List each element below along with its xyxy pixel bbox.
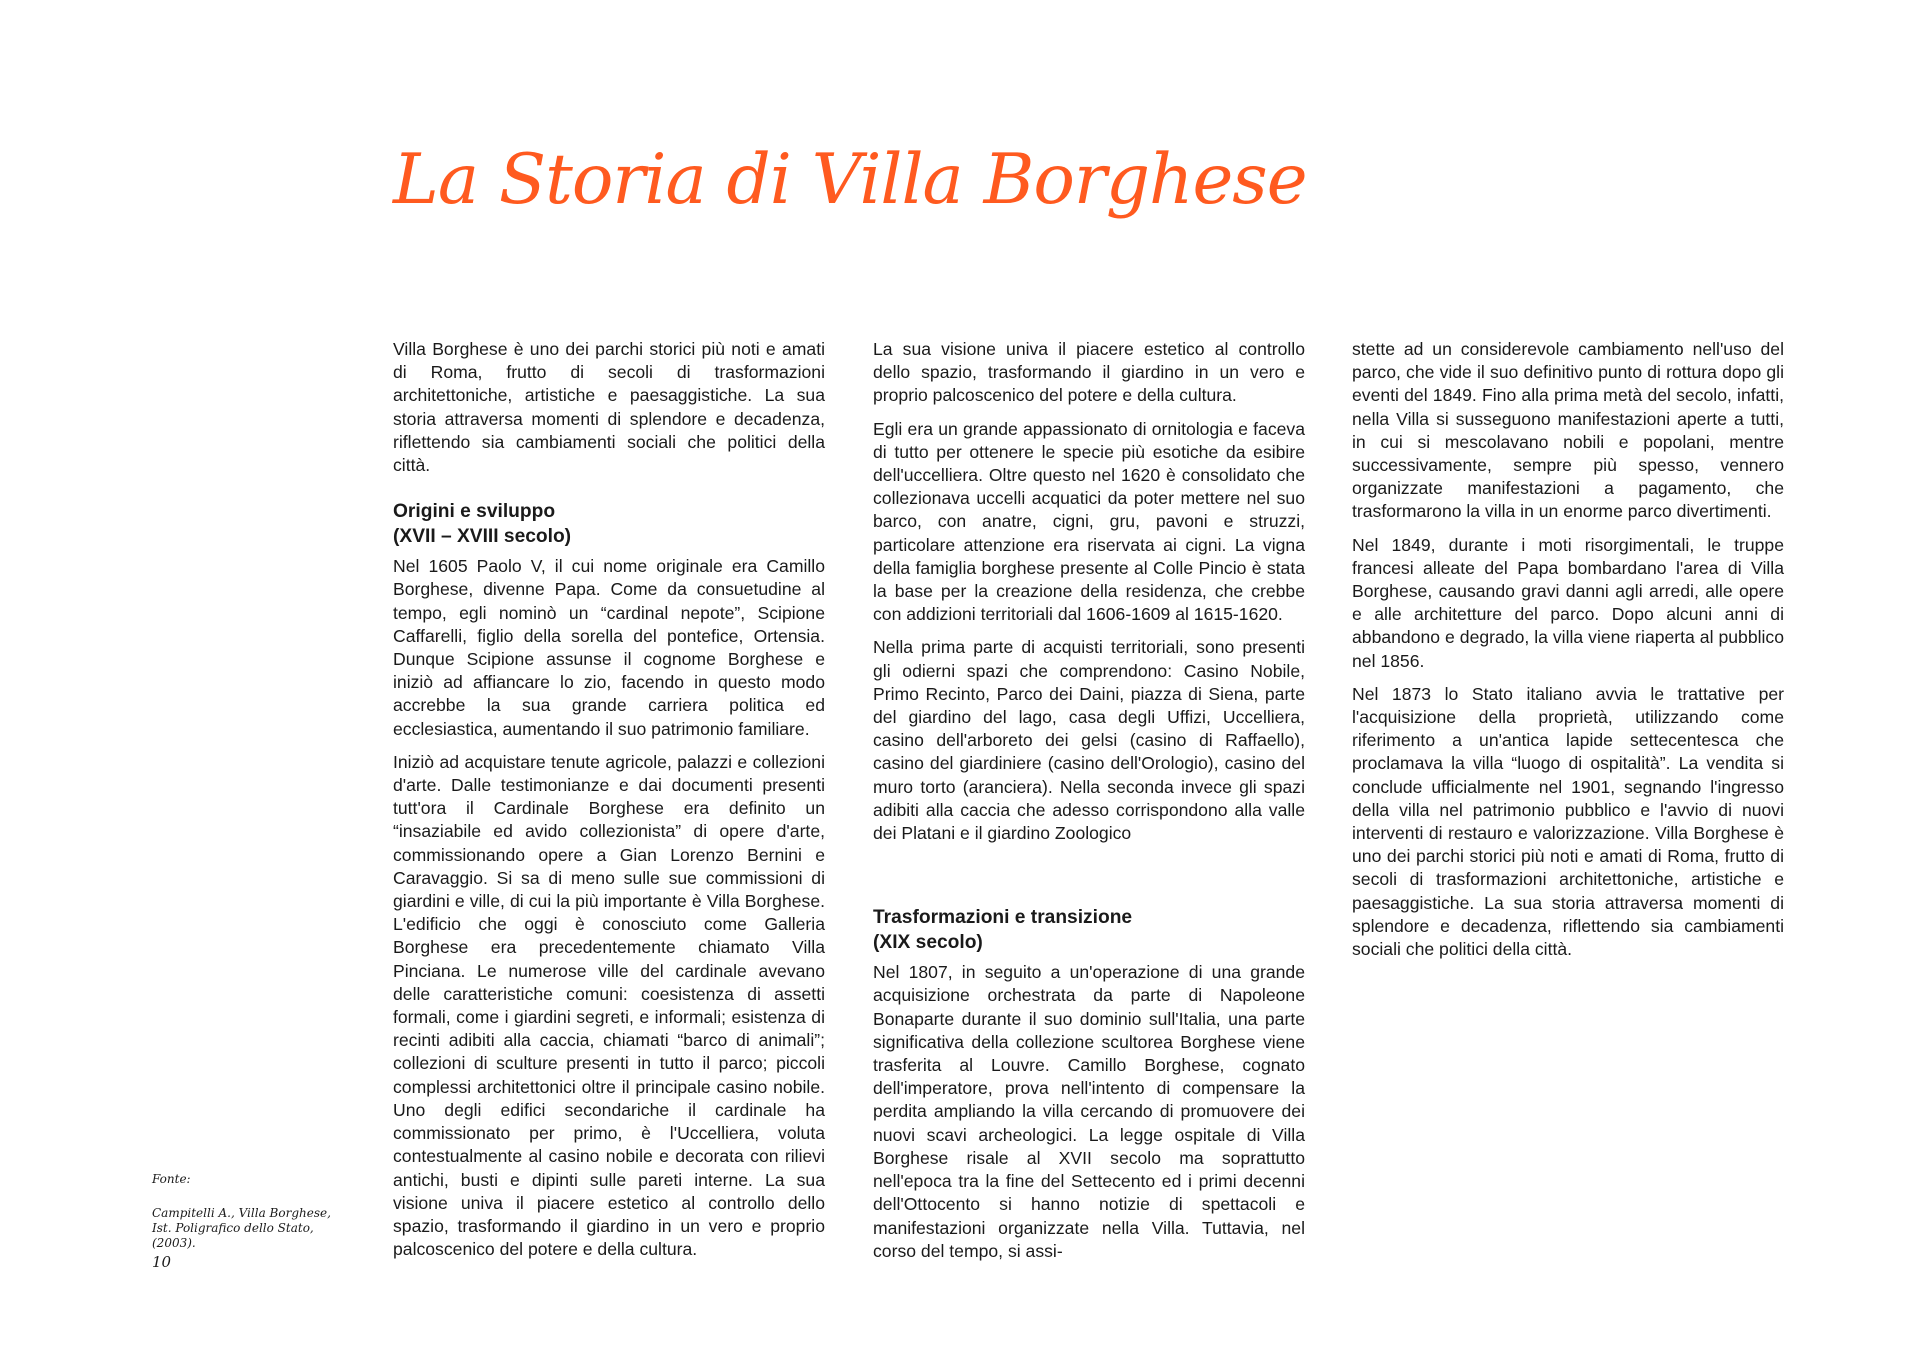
body-paragraph: stette ad un considerevole cambiamento nell'uso del parco, che vide il suo definitivo punto di rottura dopo gli eventi del 1849. Fino alla prima metà del secolo, infatti, nella Villa si susseguono manifestazioni aperte a tutti, in cui si mescolavano nobili e popolani, mentre successivamente, sempre più spesso, vennero organizzate manifestazioni a pagamento, che trasformarono la villa in un enorme parco divertimenti.	[1352, 339, 1784, 522]
body-paragraph: La sua visione univa il piacere estetico al controllo dello spazio, trasformando il giardino in un vero e proprio palcoscenico del potere e della cultura.	[873, 339, 1305, 406]
body-paragraph: Nella prima parte di acquisti territoriali, sono presenti gli odierni spazi che comprendono: Casino Nobile, Primo Recinto, Parco dei Daini, piazza di Siena, parte del giardino del lago, casa degli Uffizi, Uccelliera, casino dell'arboreto dei gelsi (casino di Raffaello), casino del giardiniere (casino dell'Orologio), casino del muro torto (aranciera). Nella seconda invece gli spazi adibiti alla caccia che adesso corrispondono alla valle dei Platani e il giardino Zoologico	[873, 637, 1305, 844]
source-citation: Campitelli A., Villa Borghese, Ist. Poligrafico dello Stato, (2003).	[152, 1206, 331, 1250]
column-right	[1352, 338, 1784, 971]
page-title: La Storia di Villa Borghese	[393, 140, 1307, 220]
section-heading-trasformazioni	[873, 905, 1305, 955]
body-paragraph: Nel 1807, in seguito a un'operazione di una grande acquisizione orchestrata da parte di Napoleone Bonaparte durante il suo dominio sull'Italia, una parte significativa della collezione scultorea Borghese viene trasferita al Louvre. Camillo Borghese, cognato dell'imperatore, prova nell'intento di compensare la perdita ampliando la villa cercando di promuovere dei nuovi scavi archeologici. La legge ospitale di Villa Borghese risale al XVII secolo ma soprattutto nell'epoca tra la fine del Settecento ed i primi decenni dell'Ottocento si hanno notizie di spettacoli e manifestazioni organizzate nella Villa. Tuttavia, nel corso del tempo, si assi-	[873, 962, 1305, 1261]
section-heading-line: Trasformazioni e transizione	[873, 907, 1133, 929]
body-paragraph: Iniziò ad acquistare tenute agricole, palazzi e collezioni d'arte. Dalle testimonianze e dai documenti presenti tutt'ora il Cardinale Borghese era definito un “insaziabile ed avido collezionista” di opere d'arte, commissionando opere a Gian Lorenzo Bernini e Caravaggio. Si sa di meno sulle sue commissioni di giardini e ville, di cui la più importante è Villa Borghese. L'edificio che oggi è conosciuto come Galleria Borghese era precedentemente chiamato Villa Pinciana. Le numerose ville del cardinale avevano delle caratteristiche comuni: coesistenza di assetti formali, come i giardini segreti, e informali; esistenza di recinti adibiti alla caccia, chiamati “barco di animali”; collezioni di sculture presenti in tutto il parco; piccoli complessi architettonici oltre il principale casino nobile. Uno degli edifici secondariche il cardinale ha commissionato per primo, è l'Uccelliera, voluta contestualmente al casino nobile e decorata con rilievi antichi, busti e dipinti sulle pareti interne. La sua visione univa il piacere estetico al controllo dello spazio, trasformando il giardino in un vero e proprio palcoscenico del potere e della cultura.	[393, 751, 825, 1260]
body-paragraph: Egli era un grande appassionato di ornitologia e faceva di tutto per ottenere le specie più esotiche da esibire dell'uccelliera. Oltre questo nel 1620 è consolidato che collezionava uccelli acquatici da poter mettere nel suo barco, con anatre, cigni, gru, pavoni e struzzi, particolare attenzione era riservata ai cigni. La vigna della famiglia borghese presente al Colle Pincio è stata la base per la creazione della residenza, che crebbe con addizioni territoriali dal 1606-1609 al 1615-1620.	[873, 418, 1305, 625]
column-middle	[873, 338, 1305, 1273]
section-heading-origini	[393, 499, 825, 549]
source-label: Fonte:	[152, 1172, 191, 1186]
page-number: 10	[152, 1253, 172, 1271]
column-left	[393, 338, 825, 1271]
body-paragraph: Nel 1605 Paolo V, il cui nome originale era Camillo Borghese, divenne Papa. Come da consuetudine al tempo, egli nominò un “cardinal nepote”, Scipione Caffarelli, figlio della sorella del pontefice, Ortensia. Dunque Scipione assunse il cognome Borghese e iniziò ad affiancare lo zio, facendo in questo modo accrebbe la sua grande carriera politica ed ecclesiastica, aumentando il suo patrimonio familiare.	[393, 556, 825, 739]
section-heading-period: (XVII – XVIII secolo)	[393, 526, 572, 548]
section-heading-period: (XIX secolo)	[873, 932, 983, 954]
body-paragraph: Nel 1873 lo Stato italiano avvia le trattative per l'acquisizione della proprietà, utilizzando come riferimento a un'antica lapide settecentesca che proclamava la villa “luogo di ospitalità”. La vendita si conclude ufficialmente nel 1901, segnando l'ingresso della villa nel patrimonio pubblico e l'avvio di nuovi interventi di restauro e valorizzazione. Villa Borghese è uno dei parchi storici più noti e amati di Roma, frutto di secoli di trasformazioni architettoniche, artistiche e paesaggistiche. La sua storia attraversa momenti di splendore e decadenza, riflettendo sia cambiamenti sociali che politici della città.	[1352, 683, 1784, 960]
intro-paragraph: Villa Borghese è uno dei parchi storici più noti e amati di Roma, frutto di secoli di trasformazioni architettoniche, artistiche e paesaggistiche. La sua storia attraversa momenti di splendore e decadenza, riflettendo sia cambiamenti sociali che politici della città.	[393, 339, 825, 476]
body-paragraph: Nel 1849, durante i moti risorgimentali, le truppe francesi alleate del Papa bombardano l'area di Villa Borghese, causando gravi danni agli arredi, alle opere e alle architetture del parco. Dopo alcuni anni di abbandono e degrado, la villa viene riaperta al pubblico nel 1856.	[1352, 534, 1784, 671]
section-heading-line: Origini e sviluppo	[393, 501, 556, 523]
